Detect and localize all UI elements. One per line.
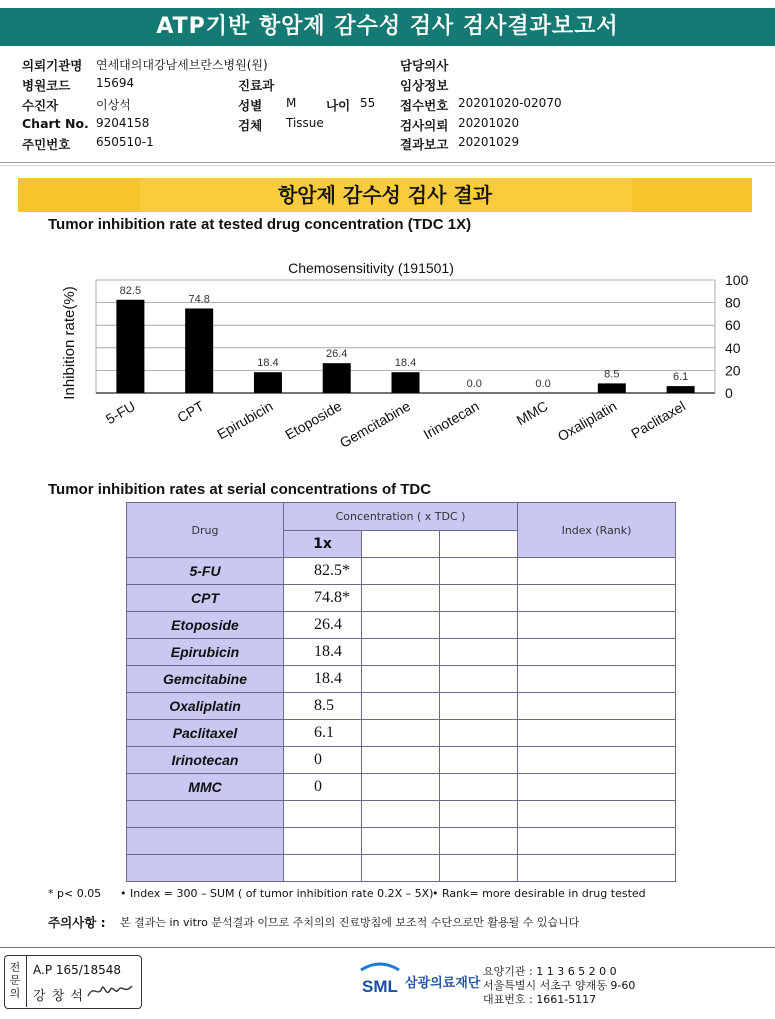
- chemosensitivity-chart: [0, 250, 775, 465]
- inhibition-1x-cell: 0: [284, 774, 362, 801]
- divider: [0, 162, 775, 163]
- y-tick-label: 100: [725, 272, 749, 288]
- bar: [667, 386, 695, 393]
- concentration-header: Concentration ( x TDC ): [284, 503, 518, 531]
- empty-cell: [440, 639, 518, 666]
- table-row: [127, 639, 676, 666]
- category-label: Irinotecan: [420, 397, 482, 443]
- drug-name-cell: [127, 801, 284, 828]
- drug-name-cell: [127, 828, 284, 855]
- info-department: 진료과: [238, 78, 275, 93]
- table-row: [127, 801, 676, 828]
- inhibition-1x-cell: 18.4: [284, 639, 362, 666]
- y-tick-label: 80: [725, 294, 741, 311]
- empty-cell: [440, 828, 518, 855]
- empty-cell: [362, 801, 440, 828]
- stamp-side-label: 전문의: [9, 961, 21, 1000]
- concentration-empty-header: [362, 531, 440, 558]
- empty-cell: [362, 720, 440, 747]
- empty-cell: [362, 639, 440, 666]
- stamp-name: 강 창 석: [33, 989, 84, 1004]
- bar-value-label: 26.4: [326, 348, 348, 361]
- inhibition-1x-cell: 82.5*: [284, 558, 362, 585]
- empty-cell: [362, 774, 440, 801]
- table-row: [127, 855, 676, 882]
- empty-cell: [518, 558, 676, 585]
- bar-value-label: 0.0: [466, 378, 482, 390]
- category-label: MMC: [513, 397, 551, 429]
- empty-cell: [518, 801, 676, 828]
- sml-logo-icon: [357, 960, 403, 1000]
- empty-cell: [518, 585, 676, 612]
- category-label: Paclitaxel: [628, 397, 689, 442]
- divider: [0, 947, 775, 948]
- drug-header: Drug: [127, 503, 284, 558]
- info-hospital-code: 병원코드 15694: [22, 76, 135, 93]
- table-row: [127, 747, 676, 774]
- drug-name-cell: Gemcitabine: [127, 666, 284, 693]
- empty-cell: [362, 612, 440, 639]
- y-ticks: [725, 272, 749, 401]
- empty-cell: [518, 612, 676, 639]
- bar-value-label: 18.4: [394, 357, 417, 370]
- divider: [0, 165, 775, 166]
- bar: [392, 372, 420, 393]
- info-institution: 의뢰기관명 연세대의대강남세브란스병원(원): [22, 58, 268, 73]
- results-table: [126, 502, 676, 882]
- table-row: [127, 558, 676, 585]
- empty-cell: [362, 693, 440, 720]
- empty-cell: [440, 666, 518, 693]
- empty-cell: [362, 828, 440, 855]
- table-row: [127, 612, 676, 639]
- drug-name-cell: Epirubicin: [127, 639, 284, 666]
- empty-cell: [440, 747, 518, 774]
- y-axis-label: Inhibition rate(%): [61, 286, 78, 400]
- drug-name-cell: 5-FU: [127, 558, 284, 585]
- empty-cell: [440, 855, 518, 882]
- info-sex: 성별 M: [238, 96, 297, 113]
- inhibition-1x-cell: 18.4: [284, 666, 362, 693]
- table-row: [127, 666, 676, 693]
- empty-cell: [362, 855, 440, 882]
- bar-value-label: 82.5: [119, 284, 142, 297]
- empty-cell: [362, 747, 440, 774]
- info-specimen: 검체 Tissue: [238, 116, 324, 133]
- y-tick-label: 40: [725, 339, 741, 356]
- table-row: [127, 720, 676, 747]
- bar-value-label: 8.5: [604, 368, 620, 381]
- info-physician: 담당의사: [400, 58, 449, 73]
- info-resident-no: 주민번호 650510-1: [22, 135, 154, 152]
- bars: [116, 285, 694, 393]
- drug-name-cell: CPT: [127, 585, 284, 612]
- bar-value-label: 18.4: [257, 357, 279, 370]
- org-address: 서울특별시 서초구 양재동 9-60: [483, 979, 636, 992]
- chart-title: Chemosensitivity (191501): [288, 260, 454, 276]
- empty-cell: [518, 720, 676, 747]
- empty-cell: [518, 747, 676, 774]
- footnote-rank: • Rank= more desirable in drug tested: [432, 887, 646, 900]
- inhibition-1x-cell: 8.5: [284, 693, 362, 720]
- category-label: Epirubicin: [214, 397, 276, 443]
- section-title: 항암제 감수성 검사 결과: [277, 183, 493, 207]
- info-age: 나이 55: [326, 96, 376, 113]
- caution-label: 주의사항 :: [48, 915, 106, 930]
- empty-cell: [440, 720, 518, 747]
- chart-heading: Tumor inhibition rate at tested drug concentration (TDC 1X): [48, 216, 472, 233]
- empty-cell: [440, 774, 518, 801]
- y-tick-label: 20: [725, 362, 741, 379]
- bar: [598, 383, 626, 393]
- drug-name-cell: Etoposide: [127, 612, 284, 639]
- empty-cell: [440, 801, 518, 828]
- signature-icon: [86, 980, 134, 1002]
- drug-name-cell: Paclitaxel: [127, 720, 284, 747]
- inhibition-1x-cell: 0: [284, 747, 362, 774]
- inhibition-1x-cell: 6.1: [284, 720, 362, 747]
- bar-value-label: 6.1: [672, 371, 689, 384]
- inhibition-1x-cell: [284, 828, 362, 855]
- category-label: CPT: [174, 397, 207, 426]
- category-label: Etoposide: [282, 397, 345, 443]
- empty-cell: [440, 612, 518, 639]
- empty-cell: [440, 558, 518, 585]
- info-chart-no: Chart No. 9204158: [22, 116, 150, 131]
- info-accession-no: 접수번호 20201020-02070: [400, 96, 562, 113]
- table-row: [127, 693, 676, 720]
- drug-name-cell: [127, 855, 284, 882]
- empty-cell: [518, 774, 676, 801]
- bar: [323, 363, 351, 393]
- stamp-side: [4, 955, 27, 1007]
- concentration-1x-header: 1x: [284, 531, 362, 558]
- empty-cell: [518, 693, 676, 720]
- empty-cell: [518, 666, 676, 693]
- empty-cell: [362, 585, 440, 612]
- empty-cell: [440, 693, 518, 720]
- report-title: ATP기반 항암제 감수성 검사 검사결과보고서: [0, 8, 775, 46]
- bar-value-label: 74.8: [188, 293, 210, 306]
- empty-cell: [518, 828, 676, 855]
- concentration-empty-header: [440, 531, 518, 558]
- table-row: [127, 585, 676, 612]
- bar: [116, 300, 144, 393]
- info-patient-name: 수진자 이상석: [22, 98, 131, 113]
- bar: [185, 308, 213, 393]
- inhibition-1x-cell: [284, 801, 362, 828]
- y-tick-label: 0: [725, 385, 733, 401]
- info-report-date: 결과보고 20201029: [400, 135, 520, 152]
- y-tick-label: 60: [725, 317, 741, 334]
- caution-text: 본 결과는 in vitro 분석결과 이므로 주치의의 진료방침에 보조적 수단으로만 활용될 수 있습니다: [120, 916, 580, 929]
- logo-text: SML: [362, 977, 398, 996]
- category-label: Gemcitabine: [336, 397, 413, 451]
- table-heading: Tumor inhibition rates at serial concentrations of TDC: [48, 481, 432, 498]
- table-row: [127, 774, 676, 801]
- inhibition-1x-cell: [284, 855, 362, 882]
- footnote-index: • Index = 300 – SUM ( of tumor inhibition rate 0.2X – 5X): [120, 887, 434, 900]
- table-row: [127, 828, 676, 855]
- drug-name-cell: MMC: [127, 774, 284, 801]
- empty-cell: [518, 855, 676, 882]
- empty-cell: [362, 666, 440, 693]
- empty-cell: [518, 639, 676, 666]
- drug-name-cell: Oxaliplatin: [127, 693, 284, 720]
- drug-name-cell: Irinotecan: [127, 747, 284, 774]
- x-tick-labels: [103, 398, 688, 451]
- inhibition-1x-cell: 74.8*: [284, 585, 362, 612]
- bar: [254, 372, 282, 393]
- stamp-license: A.P 165/18548: [33, 963, 121, 977]
- bar-value-label: 0.0: [535, 378, 551, 390]
- inhibition-1x-cell: 26.4: [284, 612, 362, 639]
- info-clinical: 임상정보: [400, 78, 449, 93]
- category-label: 5-FU: [102, 397, 138, 428]
- index-header: Index (Rank): [518, 503, 676, 558]
- org-name: 삼광의료재단: [405, 976, 481, 991]
- org-code: 요양기관 : 1 1 3 6 5 2 0 0: [483, 965, 617, 978]
- category-label: Oxaliplatin: [554, 397, 620, 445]
- org-phone: 대표번호 : 1661-5117: [483, 993, 597, 1006]
- footnote-p: * p< 0.05: [48, 887, 102, 900]
- info-request-date: 검사의뢰 20201020: [400, 116, 520, 133]
- empty-cell: [362, 558, 440, 585]
- empty-cell: [440, 585, 518, 612]
